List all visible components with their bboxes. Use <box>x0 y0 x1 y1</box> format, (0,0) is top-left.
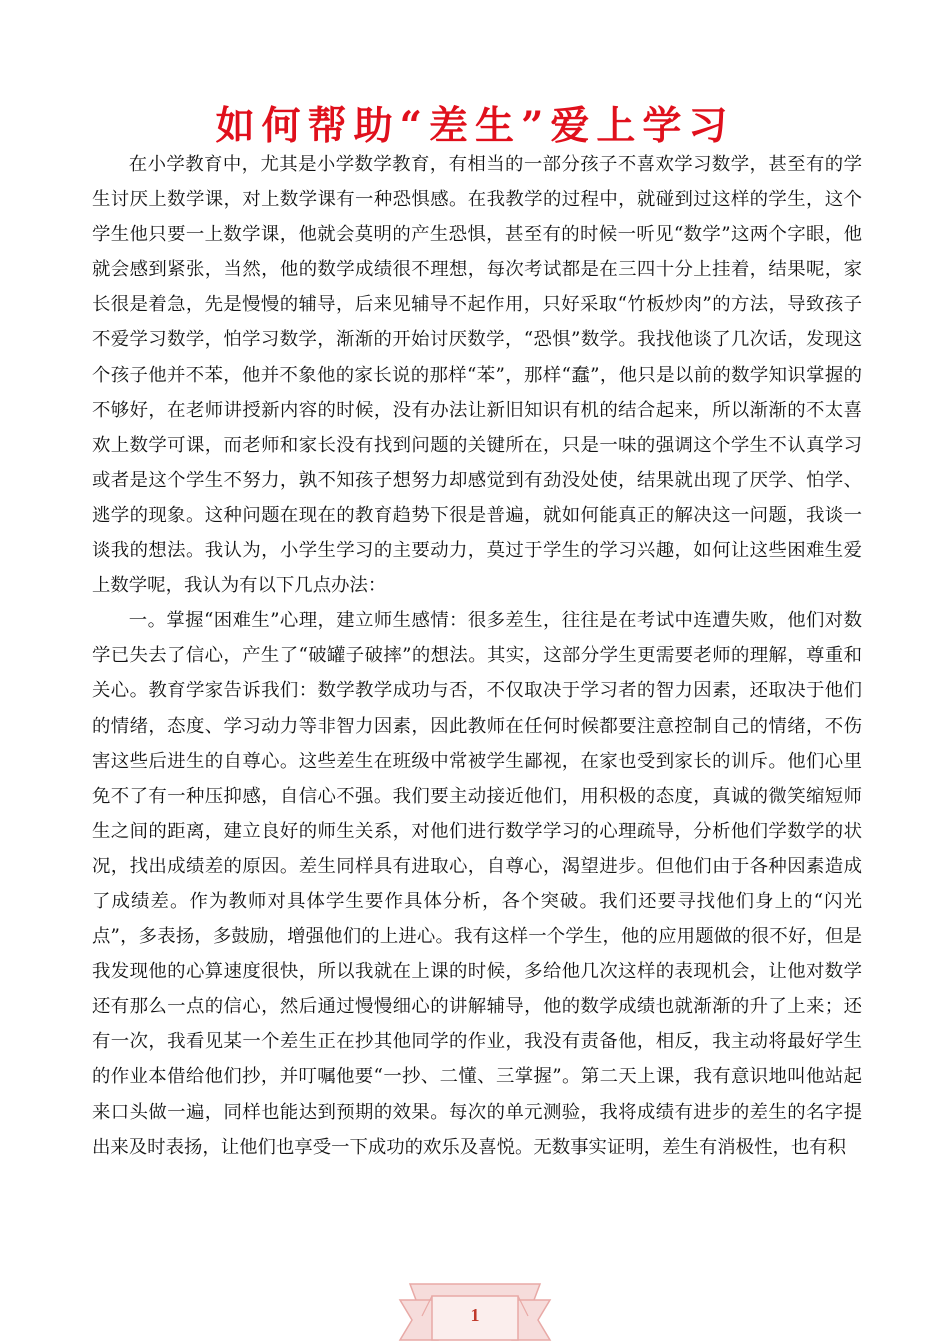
document-body <box>92 147 862 1165</box>
paragraph-intro: 在小学教育中，尤其是小学数学教育，有相当的一部分孩子不喜欢学习数学，甚至有的学生讨厌上数学课，对上数学课有一种恐惧感。在我教学的过程中，就碰到过这样的学生，这个学生他只要一上数学课，他就会莫明的产生恐惧，甚至有的时候一听见“数学”这两个字眼，他就会感到紧张，当然，他的数学成绩很不理想，每次考试都是在三四十分上挂着，结果呢，家长很是着急，先是慢慢的辅导，后来见辅导不起作用，只好采取“竹板炒肉”的方法，导致孩子不爱学习数学，怕学习数学，渐渐的开始讨厌数学，“恐惧”数学。我找他谈了几次话，发现这个孩子他并不苯，他并不象他的家长说的那样“苯”，那样“蠢”，他只是以前的数学知识掌握的不够好，在老师讲授新内容的时候，没有办法让新旧知识有机的结合起来，所以渐渐的不太喜欢上数学可课，而老师和家长没有找到问题的关键所在，只是一味的强调这个学生不认真学习或者是这个学生不努力，孰不知孩子想努力却感觉到有劲没处使，结果就出现了厌学、怕学、逃学的现象。这种问题在现在的教育趋势下很是普遍，就如何能真正的解决这一问题，我谈一谈我的想法。我认为，小学生学习的主要动力，莫过于学生的学习兴趣，如何让这些困难生爱上数学呢，我认为有以下几点办法： <box>92 154 862 597</box>
page-footer <box>398 1270 552 1344</box>
paragraph-point-one: 一。掌握“困难生”心理，建立师生感情：很多差生，往往是在考试中连遭失败，他们对数学已失去了信心，产生了“破罐子破摔”的想法。其实，这部分学生更需要老师的理解，尊重和关心。教育学家告诉我们：数学教学成功与否，不仅取决于学习者的智力因素，还取决于他们的情绪，态度、学习动力等非智力因素，因此教师在任何时候都要注意控制自己的情绪，不伤害这些后进生的自尊心。这些差生在班级中常被学生鄙视，在家也受到家长的训斥。他们心里免不了有一种压抑感，自信心不强。我们要主动接近他们，用积极的态度，真诚的微笑缩短师生之间的距离，建立良好的师生关系，对他们进行数学学习的心理疏导，分析他们学数学的状况，找出成绩差的原因。差生同样具有进取心，自尊心，渴望进步。但他们由于各种因素造成了成绩差。作为教师对具体学生要作具体分析，各个突破。我们还要寻找他们身上的“闪光点”，多表扬，多鼓励，增强他们的上进心。我有这样一个学生，他的应用题做的很不好，但是我发现他的心算速度很快，所以我就在上课的时候，多给他几次这样的表现机会，让他对数学还有那么一点的信心，然后通过慢慢细心的讲解辅导，他的数学成绩也就渐渐的升了上来；还有一次，我看见某一个差生正在抄其他同学的作业，我没有责备他，相反，我主动将最好学生的作业本借给他们抄，并叮嘱他要“一抄、二懂、三掌握”。第二天上课，我有意识地叫他站起来口头做一遍，同样也能达到预期的效果。每次的单元测验，我将成绩有进步的差生的名字提出来及时表扬，让他们也享受一下成功的欢乐及喜悦。无数事实证明，差生有消极性，也有积 <box>92 610 862 1158</box>
page-number: 1 <box>470 1305 480 1325</box>
document-title: 如何帮助“差生”爱上学习 <box>215 103 735 149</box>
